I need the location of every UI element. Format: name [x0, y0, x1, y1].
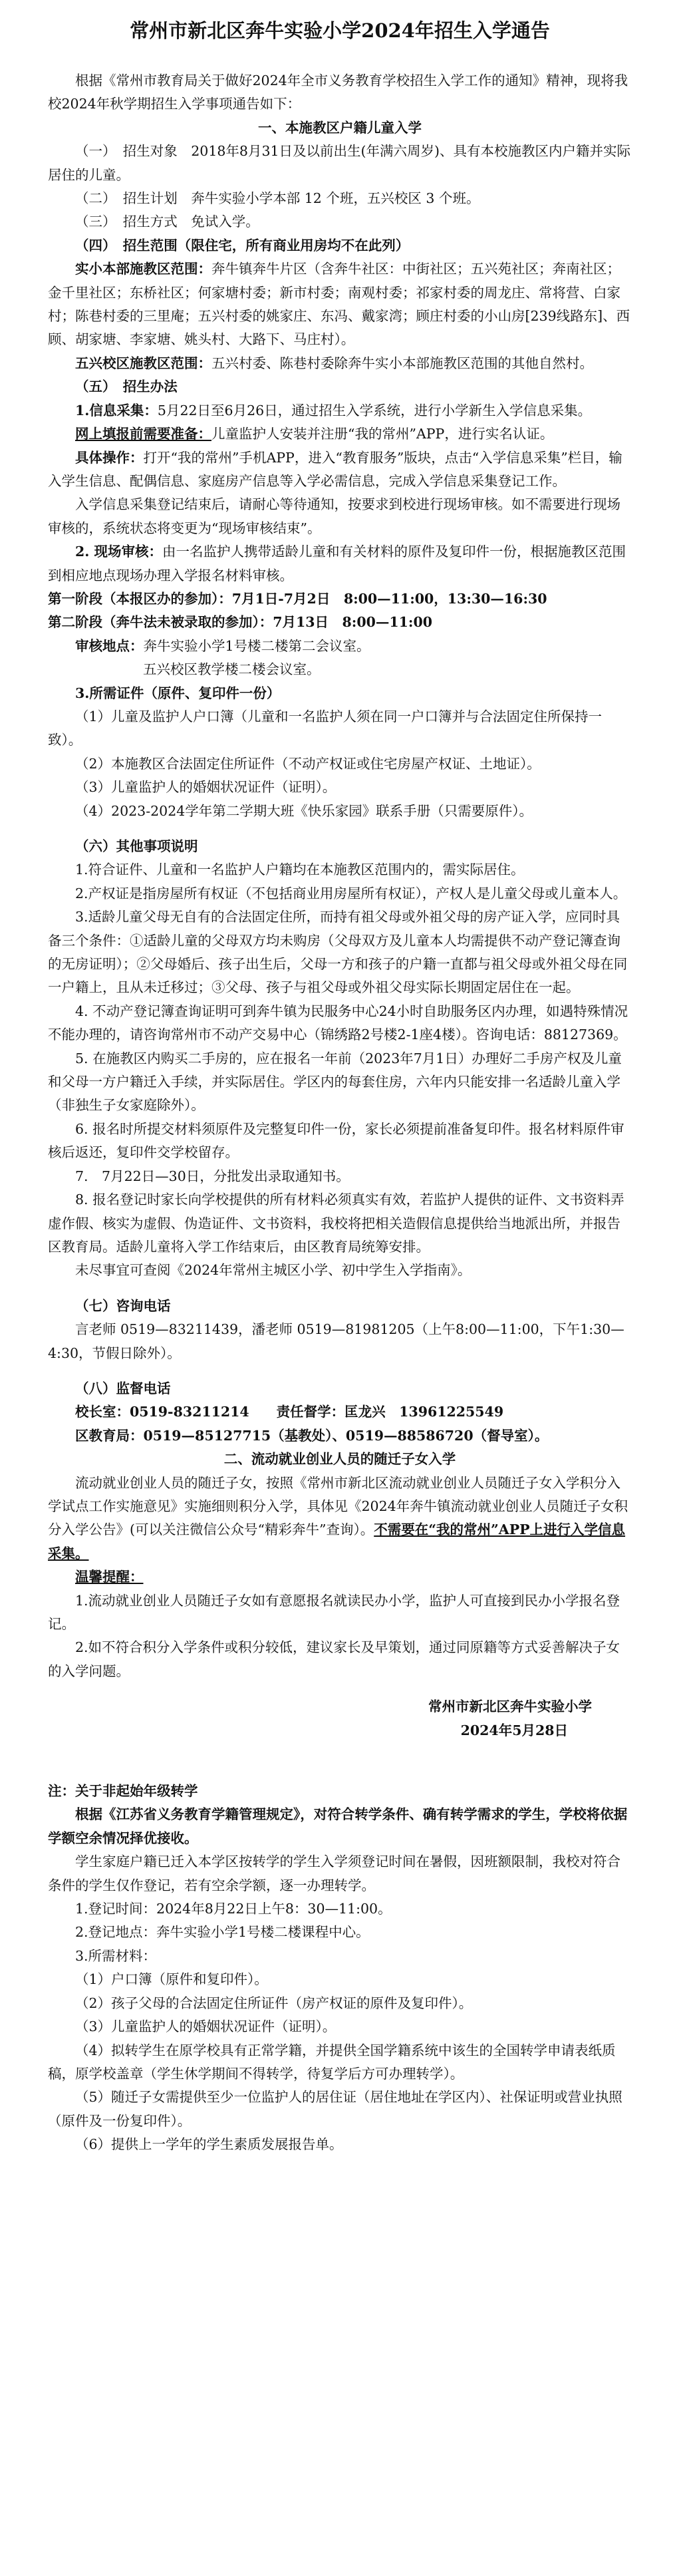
- transfer-rule: 根据《江苏省义务教育学籍管理规定》，对符合转学条件、确有转学需求的学生，学校将依据学额空余情况择优接收。: [48, 1806, 628, 1846]
- scope-main-text: 奔牛镇奔牛片区（含奔牛社区：中街社区；五兴苑社区；奔南社区；金千里社区；东桥社区；何家塘村委；新市村委；南观村委；祁家村委的周龙庄、常将营、白家村；陈巷村委的三里庵；五兴村委的姚家庄、东冯、戴家湾；顾庄村委的小山房[239线路东]、西顾、胡家塘、李家塘、姚头村、大路下、马庄村）。: [48, 261, 630, 348]
- scope-wuxing-text: 五兴村委、陈巷村委除奔牛实小本部施教区范围的其他自然村。: [211, 355, 593, 371]
- other-item: 1.符合证件、儿童和一名监护人户籍均在本施教区范围内的，需实际居住。: [75, 862, 525, 878]
- section-2-heading: 二、流动就业创业人员的随迁子女入学: [223, 1451, 456, 1468]
- transfer-materials-heading: 3.所需材料：: [75, 1947, 157, 1964]
- transfer-material-item: （2）孩子父母的合法固定住所证件（房产权证的原件及复印件）。: [75, 1995, 473, 2011]
- other-item: 4. 不动产登记簿查询证明可到奔牛镇为民服务中心24小时自助服务区内办理，如遇特殊情况不能办理的，请咨询常州市不动产交易中心（锦绣路2号楼2-1座4楼）。咨询电话：88127369。: [48, 1003, 628, 1043]
- enroll-target: （一） 招生对象 2018年8月31日及以前出生(年满六周岁)、具有本校施教区内户籍并实际居住的儿童。: [48, 143, 631, 183]
- transfer-material-item: （4）拟转学生在原学校具有正常学籍，并提供全国学籍系统中该生的全国转学申请表纸质稿，原学校盖章（学生休学期间不得转学，待复学后方可办理转学）。: [48, 2042, 616, 2082]
- transfer-material-item: （6）提供上一学年的学生素质发展报告单。: [75, 2136, 343, 2153]
- online-prep: [48, 422, 632, 446]
- signature-date: 2024年5月28日: [460, 1722, 568, 1738]
- phase-2: 第二阶段（奔牛法未被录取的参加）：7月13日 8:00—11:00: [48, 614, 433, 631]
- enroll-plan: （二） 招生计划 奔牛实验小学本部 12 个班，五兴校区 3 个班。: [75, 190, 480, 207]
- migrant-warning: 不需要在“我的常州”APP上进行入学信息采集。: [48, 1522, 626, 1561]
- tip-item: 2.如不符合积分入学条件或积分较低，建议家长及早策划，通过同原籍等方式妥善解决子女的入学问题。: [48, 1639, 620, 1679]
- document-item: （1）儿童及监护人户口簿（儿童和一名监护人须在同一户口簿并与合法固定住所保持一致）。: [48, 708, 603, 748]
- section-1-heading: 一、本施教区户籍儿童入学: [258, 119, 422, 136]
- transfer-material-item: （5）随迁子女需提供至少一位监护人的居住证（居住地址在学区内）、社保证明或营业执照（原件及一份复印件）。: [48, 2089, 622, 2129]
- info-collection: [48, 399, 632, 422]
- review-place-label: 审核地点：: [75, 637, 144, 654]
- operation-label: 具体操作：: [75, 449, 144, 466]
- intro-paragraph: 根据《常州市教育局关于做好2024年全市义务教育学校招生入学工作的通知》精神，现将我校2024年秋学期招生入学事项通告如下：: [48, 73, 628, 112]
- info-collection-label: 1.信息采集：: [75, 402, 158, 418]
- transfer-material-item: （3）儿童监护人的婚姻状况证件（证明）。: [75, 2018, 337, 2035]
- tip-item: 1.流动就业创业人员随迁子女如有意愿报名就读民办小学，监护人可直接到民办小学报名登记。: [48, 1592, 620, 1632]
- other-item: 3.适龄儿童父母无自有的合法固定住所，而持有祖父母或外祖父母的房产证入学，应同时具备三个条件：①适龄儿童的父母双方均未购房（父母双方及儿童本人均需提供不动产登记簿查询的无房证明）；②父母婚后、孩子出生后，父母一方和孩子的户籍一直都与祖父母或外祖父母在同一户籍上，且从未迁移过；③父母、孩子与祖父母或外祖父母实际长期固定居住在一起。: [48, 909, 628, 996]
- online-prep-text: 儿童监护人安装并注册“我的常州”APP，进行实名认证。: [211, 426, 554, 442]
- transfer-material-item: （1）户口簿（原件和复印件）。: [75, 1971, 268, 1988]
- signature-school: 常州市新北区奔牛实验小学: [428, 1698, 592, 1715]
- enroll-method: （三） 招生方式 免试入学。: [75, 214, 259, 230]
- online-prep-label: 网上填报前需要准备：: [75, 426, 211, 442]
- review-place-1-text: 奔牛实验小学1号楼二楼第二会议室。: [143, 637, 370, 654]
- transfer-desc: 学生家庭户籍已迁入本学区按转学的学生入学须登记时间在暑假，因班额限制，我校对符合条件的学生仅作登记，若有空余学额，逐一办理转学。: [48, 1853, 620, 1893]
- supervise-heading: （八）监督电话: [75, 1380, 171, 1396]
- info-collection-text: 5月22日至6月26日，通过招生入学系统，进行小学新生入学信息采集。: [157, 402, 592, 418]
- scope-wuxing: [48, 352, 632, 375]
- onsite-review: [48, 540, 632, 587]
- review-place-2: 五兴校区教学楼二楼会议室。: [143, 661, 321, 678]
- other-matters-heading: （六）其他事项说明: [75, 838, 198, 854]
- migrant-paragraph: [48, 1472, 632, 1566]
- consult-phones: 言老师 0519—83211439，潘老师 0519—81981205（上午8:00—11:00，下午1:30—4:30，节假日除外）。: [48, 1321, 624, 1361]
- document-item: （3）儿童监护人的婚姻状况证件（证明）。: [75, 779, 337, 796]
- other-item: 6. 报名时所提交材料须原件及完整复印件一份，家长必须提前准备复印件。报名材料原件审核后返还，复印件交学校留存。: [48, 1120, 624, 1161]
- other-item: 8. 报名登记时家长向学校提供的所有材料必须真实有效，若监护人提供的证件、文书资料弄虚作假、核实为虚假、伪造证件、文书资料，我校将把相关造假信息提供给当地派出所，并报告区教育局。适龄儿童将入学工作结束后，由区教育局统筹安排。: [48, 1192, 624, 1255]
- scope-main-label: 实小本部施教区范围：: [75, 261, 211, 277]
- other-item: 7. 7月22日—30日，分批发出录取通知书。: [75, 1168, 350, 1184]
- onsite-review-label: 2. 现场审核：: [75, 544, 163, 560]
- tips-heading: 温馨提醒：: [75, 1569, 144, 1585]
- transfer-time: 1.登记时间：2024年8月22日上午8：30—11:00。: [75, 1901, 392, 1917]
- consult-heading: （七）咨询电话: [75, 1297, 171, 1314]
- documents-heading: 3.所需证件（原件、复印件一份）: [75, 685, 281, 701]
- supervise-bureau: 区教育局：0519—85127715（基教处）、0519—88586720（督导室）。: [75, 1427, 549, 1444]
- operation-text: 打开“我的常州”手机APP，进入“教育服务”版块，点击“入学信息采集”栏目，输入学生信息、配偶信息、家庭房产信息等入学必需信息，完成入学信息采集登记工作。: [48, 449, 622, 489]
- transfer-note-heading: 注：关于非起始年级转学: [48, 1783, 198, 1800]
- enroll-scope-heading: （四） 招生范围（限住宅，所有商业用房均不在此列）: [75, 237, 410, 253]
- other-item: 5. 在施教区内购买二手房的，应在报名一年前（2023年7月1日）办理好二手房产权及儿童和父母一方户籍迁入手续，并实际居住。学区内的每套住房，六年内只能安排一名适龄儿童入学（非独生子女家庭除外）。: [48, 1050, 622, 1114]
- document-item: （4）2023-2024学年第二学期大班《快乐家园》联系手册（只需要原件）。: [75, 802, 533, 819]
- document-item: （2）本施教区合法固定住所证件（不动产权证或住宅房屋产权证、土地证）。: [75, 755, 541, 772]
- supervise-school: 校长室：0519-83211214 责任督学：匡龙兴 13961225549: [75, 1404, 504, 1420]
- scope-main: [48, 257, 632, 352]
- phase-1: 第一阶段（本报区办的参加）：7月1日-7月2日 8:00—11:00，13:30—16:30: [48, 590, 547, 607]
- review-note: 入学信息采集登记结束后，请耐心等待通知，按要求到校进行现场审核。如不需要进行现场审核的，系统状态将变更为“现场审核结束”。: [48, 496, 620, 536]
- transfer-place: 2.登记地点：奔牛实验小学1号楼二楼课程中心。: [75, 1924, 370, 1941]
- page-title: 常州市新北区奔牛实验小学2024年招生入学通告: [130, 19, 550, 42]
- scope-wuxing-label: 五兴校区施教区范围：: [75, 355, 211, 371]
- review-place-1: [48, 635, 632, 658]
- operation-steps: [48, 446, 632, 494]
- onsite-review-text: 由一名监护人携带适龄儿童和有关材料的原件及复印件一份，根据施教区范围到相应地点现场办理入学报名材料审核。: [48, 544, 626, 583]
- other-item: 2.产权证是指房屋所有权证（不包括商业用房屋所有权证），产权人是儿童父母或儿童本人。: [75, 885, 627, 901]
- enroll-procedure-heading: （五） 招生办法: [75, 379, 178, 395]
- other-item: 未尽事宜可查阅《2024年常州主城区小学、初中学生入学指南》。: [75, 1262, 472, 1279]
- migrant-text: 流动就业创业人员的随迁子女，按照《常州市新北区流动就业创业人员随迁子女入学积分入学试点工作实施意见》实施细则积分入学，具体见《2024年奔牛镇流动就业创业人员随迁子女积分入学公告》(可以关注微信公众号“精彩奔牛”查询）。: [48, 1474, 628, 1538]
